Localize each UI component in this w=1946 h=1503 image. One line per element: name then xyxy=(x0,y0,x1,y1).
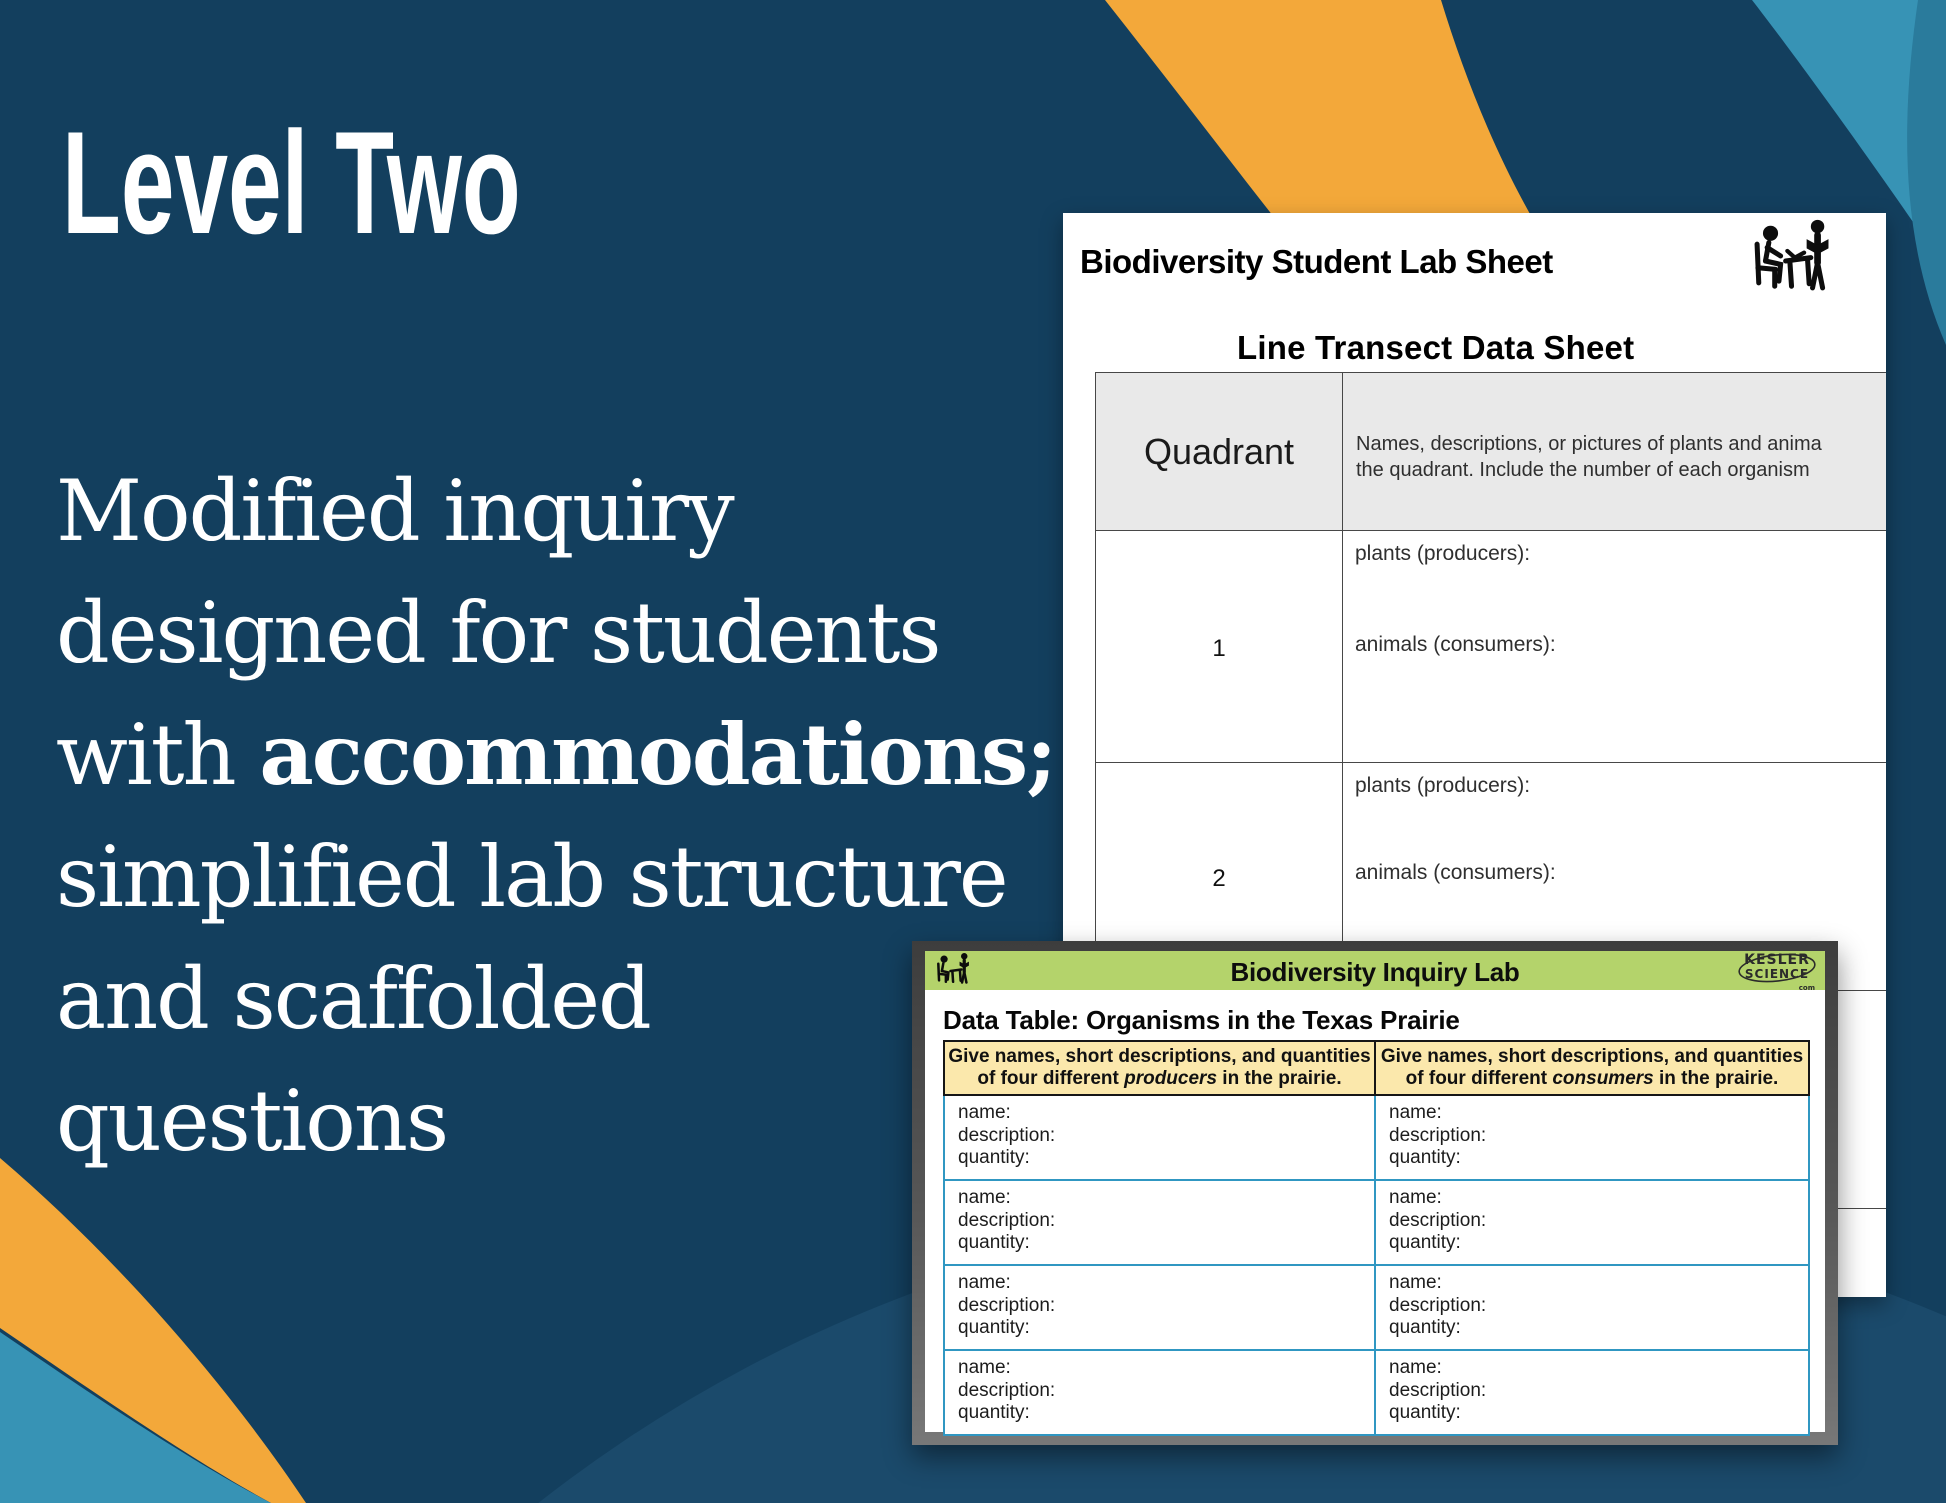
animals-label: animals (consumers): xyxy=(1355,633,1556,656)
body-line: and scaffolded xyxy=(56,950,650,1048)
consumers-header-line2 xyxy=(1376,1068,1808,1090)
header-text: of four different xyxy=(977,1068,1125,1089)
body-line: designed for students xyxy=(56,584,940,682)
table-row xyxy=(1096,531,1887,763)
inquiry-lab-header-bar xyxy=(925,951,1825,990)
quantity-label: quantity: xyxy=(1389,1232,1461,1253)
producer-entry-cell xyxy=(944,1095,1375,1180)
name-label: name: xyxy=(958,1187,1011,1208)
description-label: description: xyxy=(1389,1379,1487,1401)
description-label: description: xyxy=(958,1379,1056,1401)
body-line xyxy=(56,694,1055,816)
description-label: description: xyxy=(1389,1294,1487,1316)
kesler-science-logo xyxy=(1737,952,1817,990)
inquiry-lab-title: Biodiversity Inquiry Lab xyxy=(1230,957,1520,987)
consumer-entry-cell xyxy=(1375,1350,1809,1435)
quantity-label: quantity: xyxy=(958,1402,1030,1423)
quantity-label: quantity: xyxy=(1389,1147,1461,1168)
consumers-header-line1: Give names, short descriptions, and quantities xyxy=(1380,1046,1804,1067)
slide-body-paragraph xyxy=(56,450,1055,1182)
inquiry-lab-document-frame xyxy=(912,941,1838,1445)
body-line-bold: accommodations; xyxy=(259,705,1056,804)
consumer-entry-cell xyxy=(1375,1265,1809,1350)
inquiry-lab-document xyxy=(925,951,1825,1432)
organisms-header-line2: the quadrant. Include the number of each organism xyxy=(1356,459,1810,481)
name-label: name: xyxy=(958,1102,1011,1123)
organisms-data-table xyxy=(943,1040,1810,1436)
producer-entry-cell xyxy=(944,1350,1375,1435)
table-row xyxy=(944,1095,1809,1180)
quantity-label: quantity: xyxy=(958,1317,1030,1338)
name-label: name: xyxy=(958,1357,1011,1378)
body-line: simplified lab structure xyxy=(56,828,1007,926)
name-label: name: xyxy=(1389,1102,1442,1123)
name-label: name: xyxy=(1389,1272,1442,1293)
name-label: name: xyxy=(1389,1357,1442,1378)
description-label: description: xyxy=(958,1124,1056,1146)
consumers-column-header xyxy=(1375,1041,1809,1095)
name-label: name: xyxy=(958,1272,1011,1293)
header-text: in the prairie. xyxy=(1217,1068,1342,1089)
consumer-entry-cell xyxy=(1375,1095,1809,1180)
body-line: questions xyxy=(56,1072,448,1170)
producers-word: producers xyxy=(1124,1068,1218,1089)
organisms-column-header xyxy=(1343,373,1887,531)
plants-label: plants (producers): xyxy=(1355,774,1531,797)
producer-entry-cell xyxy=(944,1265,1375,1350)
quantity-label: quantity: xyxy=(958,1147,1030,1168)
organisms-header-line1: Names, descriptions, or pictures of plants and anima xyxy=(1356,433,1822,455)
quantity-label: quantity: xyxy=(1389,1402,1461,1423)
description-label: description: xyxy=(958,1294,1056,1316)
consumer-entry-cell xyxy=(1375,1180,1809,1265)
description-label: description: xyxy=(1389,1124,1487,1146)
quadrant-number: 1 xyxy=(1212,634,1226,662)
lab-sheet-title: Biodiversity Student Lab Sheet xyxy=(1080,243,1553,280)
quantity-label: quantity: xyxy=(1389,1317,1461,1338)
description-label: description: xyxy=(958,1209,1056,1231)
header-text: of four different xyxy=(1405,1068,1553,1089)
slide-title: Level Two xyxy=(62,101,521,264)
table-row xyxy=(944,1180,1809,1265)
data-table-heading: Data Table: Organisms in the Texas Prairie xyxy=(943,1005,1460,1035)
organisms-cell xyxy=(1343,531,1887,763)
logo-suffix: com xyxy=(1798,984,1815,992)
consumers-word: consumers xyxy=(1552,1068,1654,1089)
quadrant-column-header: Quadrant xyxy=(1096,373,1343,531)
table-row xyxy=(944,1265,1809,1350)
quadrant-number: 2 xyxy=(1212,865,1226,893)
body-line: Modified inquiry xyxy=(56,462,733,560)
name-label: name: xyxy=(1389,1187,1442,1208)
plants-label: plants (producers): xyxy=(1355,542,1531,565)
line-transect-subtitle: Line Transect Data Sheet xyxy=(1237,329,1635,366)
producer-entry-cell xyxy=(944,1180,1375,1265)
quadrant-number-cell xyxy=(1096,531,1343,763)
table-row xyxy=(944,1350,1809,1435)
producers-header-line2 xyxy=(945,1068,1374,1090)
quantity-label: quantity: xyxy=(958,1232,1030,1253)
header-text: in the prairie. xyxy=(1653,1068,1779,1089)
description-label: description: xyxy=(1389,1209,1487,1231)
producers-header-line1: Give names, short descriptions, and quantities xyxy=(948,1046,1371,1067)
logo-line1: KESLER xyxy=(1744,952,1810,968)
students-working-icon xyxy=(1747,219,1831,303)
logo-line2: SCIENCE xyxy=(1744,967,1810,981)
body-line-normal: with xyxy=(56,706,260,804)
producers-column-header xyxy=(944,1041,1375,1095)
animals-label: animals (consumers): xyxy=(1355,861,1556,884)
